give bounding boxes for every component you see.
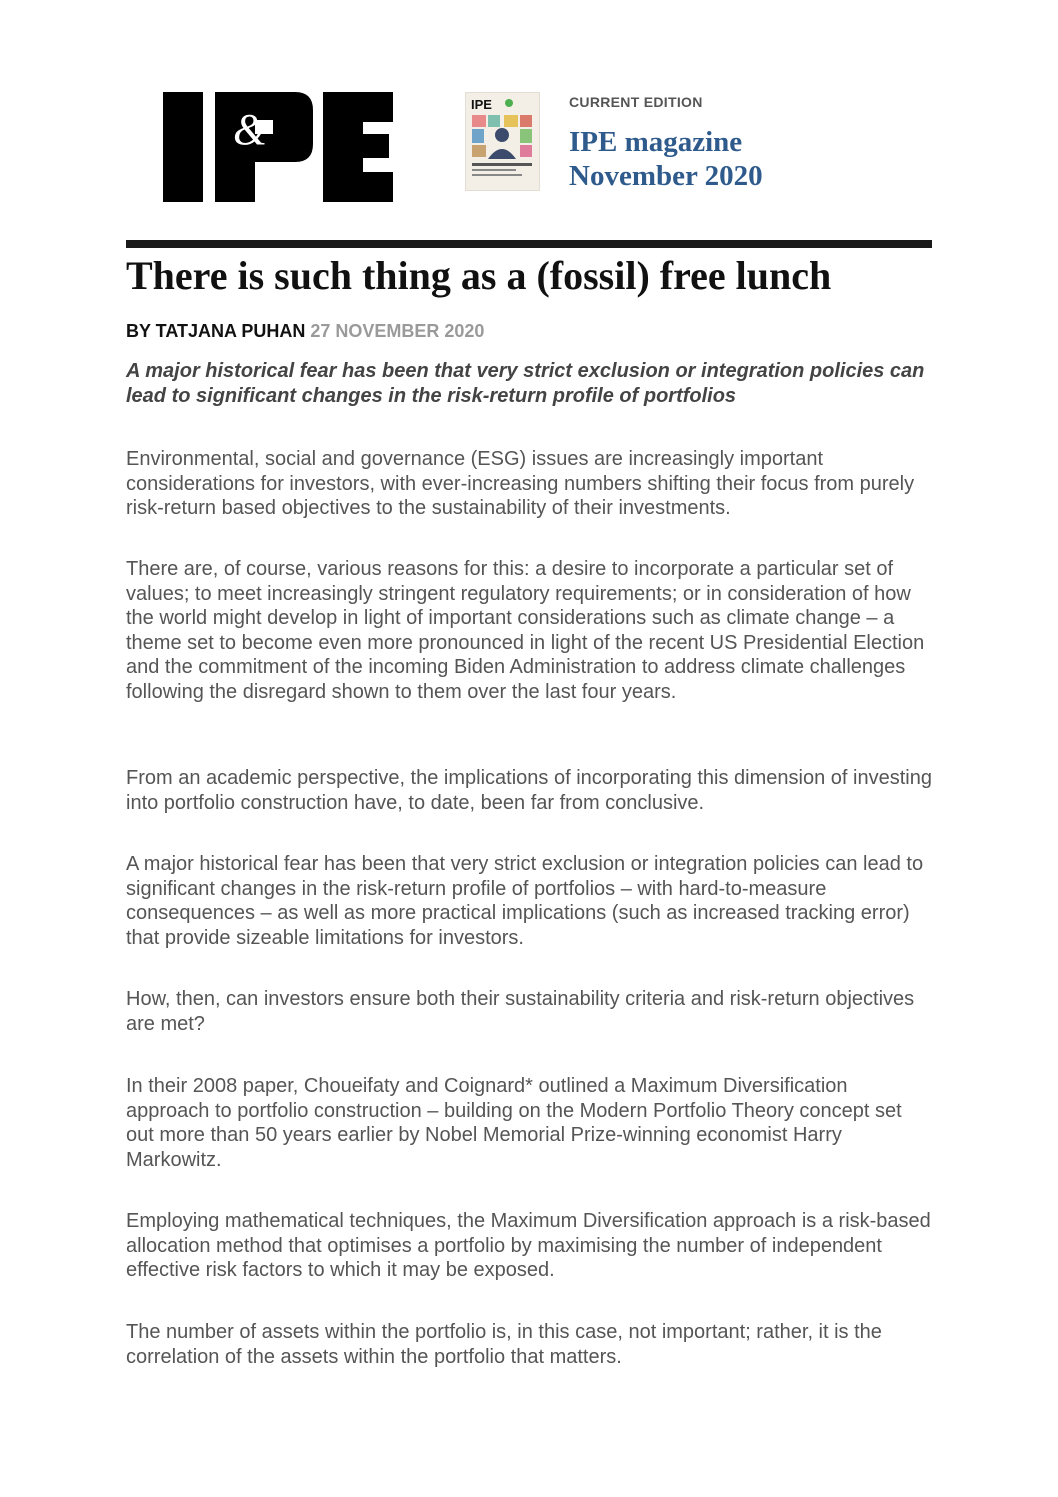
author-name[interactable]: BY TATJANA PUHAN [126, 321, 306, 341]
body-paragraph: From an academic perspective, the implications of incorporating this dimension of investing into portfolio construction have, to date, been far from conclusive. [126, 767, 932, 814]
body-paragraph: The number of assets within the portfolio is, in this case, not important; rather, it is the correlation of the assets within the portfolio that matters. [126, 1321, 882, 1368]
body-paragraph: Employing mathematical techniques, the Maximum Diversification approach is a risk-based allocation method that optimises a portfolio by maximising the number of independent effective risk factors to which it may be exposed. [126, 1210, 931, 1281]
body-paragraph: Environmental, social and governance (ESG) issues are increasingly important considerations for investors, with ever-increasing numbers shifting their focus from purely risk-return based objectives to the sustainability of their investments. [126, 448, 915, 519]
cover-illustration [466, 93, 539, 190]
ipe-logo[interactable] [163, 92, 393, 202]
body-paragraph: There are, of course, various reasons for this: a desire to incorporate a particular set of values; to meet increasingly stringent regulatory requirements; or in consideration of how the world might develop in light of important considerations such as climate change – a theme set to become even more pronounced in light of the recent US Presidential Election and the commitment of the incoming Biden Administration to address climate challenges following the disregard shown to them over the last four years. [126, 558, 925, 703]
article-headline: There is such thing as a (fossil) free lunch [126, 253, 832, 298]
header-divider [126, 240, 932, 248]
current-edition-label: CURRENT EDITION [569, 94, 703, 110]
magazine-cover-thumbnail[interactable] [465, 92, 540, 191]
logo-ampersand: & [233, 105, 268, 154]
body-paragraph: How, then, can investors ensure both their sustainability criteria and risk-return objectives are met? [126, 988, 915, 1035]
edition-title-line-2: November 2020 [569, 160, 763, 192]
ipe-logo-graphic [163, 92, 393, 202]
article-standfirst: A major historical fear has been that very strict exclusion or integration policies can lead to significant changes in the risk-return profile of portfolios [126, 360, 925, 407]
publish-date: 27 NOVEMBER 2020 [310, 321, 485, 341]
body-paragraph: A major historical fear has been that very strict exclusion or integration policies can lead to significant changes in the risk-return profile of portfolios – with hard-to-measure consequences – as well as more practical implications (such as increased tracking error) that provide sizeable limitations for investors. [126, 853, 924, 949]
edition-title-line-1: IPE magazine [569, 126, 743, 158]
edition-link[interactable] [569, 125, 763, 193]
cover-logo: IPE [471, 97, 492, 112]
byline [126, 321, 484, 342]
body-paragraph: In their 2008 paper, Choueifaty and Coignard* outlined a Maximum Diversification approach to portfolio construction – building on the Modern Portfolio Theory concept set out more than 50 years earlier by Nobel Memorial Prize-winning economist Harry Markowitz. [126, 1075, 902, 1171]
